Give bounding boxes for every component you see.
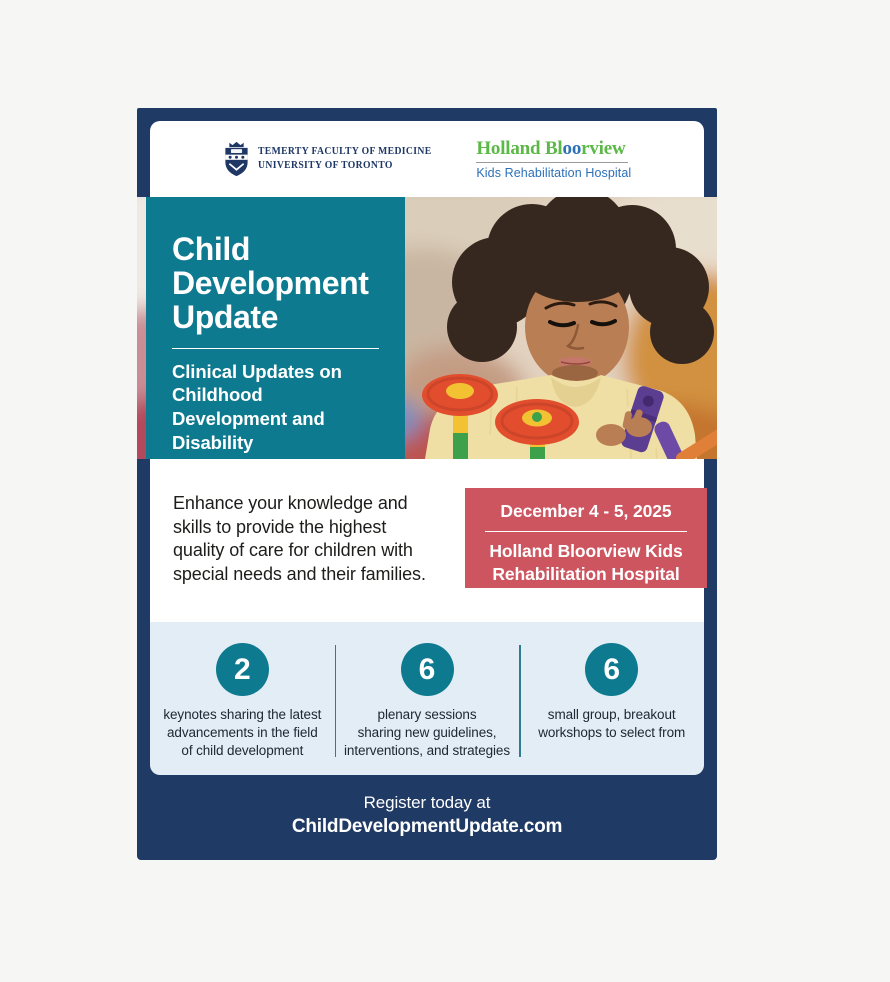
intro-line: special needs and their families.: [173, 563, 426, 584]
title-divider: [172, 348, 379, 349]
holland-bloorview-logo: [476, 139, 631, 180]
uoft-line1: TEMERTY FACULTY OF MEDICINE: [257, 145, 432, 157]
uoft-line2: UNIVERSITY OF TORONTO: [257, 160, 393, 171]
stat-label-line: small group, breakout: [547, 707, 676, 722]
intro-paragraph: [173, 492, 426, 586]
hb-wordmark-oo: oo: [562, 137, 582, 159]
stat-label: [538, 706, 685, 742]
stat-label-line: keynotes sharing the latest: [163, 707, 322, 722]
banner: [137, 197, 717, 459]
uoft-logo: [223, 141, 447, 177]
event-dates: December 4 - 5, 2025: [485, 501, 687, 532]
register-footer: [137, 775, 717, 860]
uoft-logo-text: [258, 145, 432, 173]
stat-number-badge: 2: [216, 643, 269, 696]
stat-label-line: sharing new guidelines,: [357, 724, 497, 740]
register-url[interactable]: ChildDevelopmentUpdate.com: [291, 816, 563, 837]
intro-line: skills to provide the highest: [173, 516, 387, 537]
stat-workshops: [519, 622, 704, 775]
hb-logo-subtitle: Kids Rehabilitation Hospital: [476, 165, 632, 180]
hb-wordmark-part3: rview: [581, 137, 626, 159]
stat-label-line: advancements in the field: [167, 724, 318, 740]
stat-number-badge: 6: [401, 643, 454, 696]
stat-label: [344, 706, 510, 760]
stat-label: [163, 706, 321, 760]
event-flyer: [137, 108, 717, 860]
hb-wordmark-part1: Holland Bl: [476, 137, 563, 159]
title-panel: [146, 197, 405, 459]
register-text: Register today at: [363, 793, 491, 812]
logo-header: [150, 121, 704, 197]
intro-line: quality of care for children with: [173, 540, 413, 560]
hb-logo-divider: [476, 162, 628, 163]
intro-section: [150, 459, 704, 622]
event-venue: Holland Bloorview Kids Rehabilitation Hospital: [489, 541, 683, 585]
event-subtitle: Clinical Updates on Childhood Development and Disability: [172, 360, 342, 453]
stat-label-line: interventions, and strategies: [344, 742, 510, 758]
event-title: Child Development Update: [172, 231, 369, 335]
stat-label-line: of child development: [181, 742, 304, 758]
stats-panel: [150, 622, 704, 775]
stat-plenaries: [335, 622, 520, 775]
uoft-crest-icon: [223, 141, 250, 177]
intro-line: Enhance your knowledge and: [173, 493, 408, 513]
hb-wordmark: [476, 139, 631, 158]
stat-label-line: plenary sessions: [377, 707, 477, 722]
event-date-box: [465, 488, 707, 588]
stat-keynotes: [150, 622, 335, 775]
stat-label-line: workshops to select from: [538, 724, 686, 740]
stat-number-badge: 6: [585, 643, 638, 696]
